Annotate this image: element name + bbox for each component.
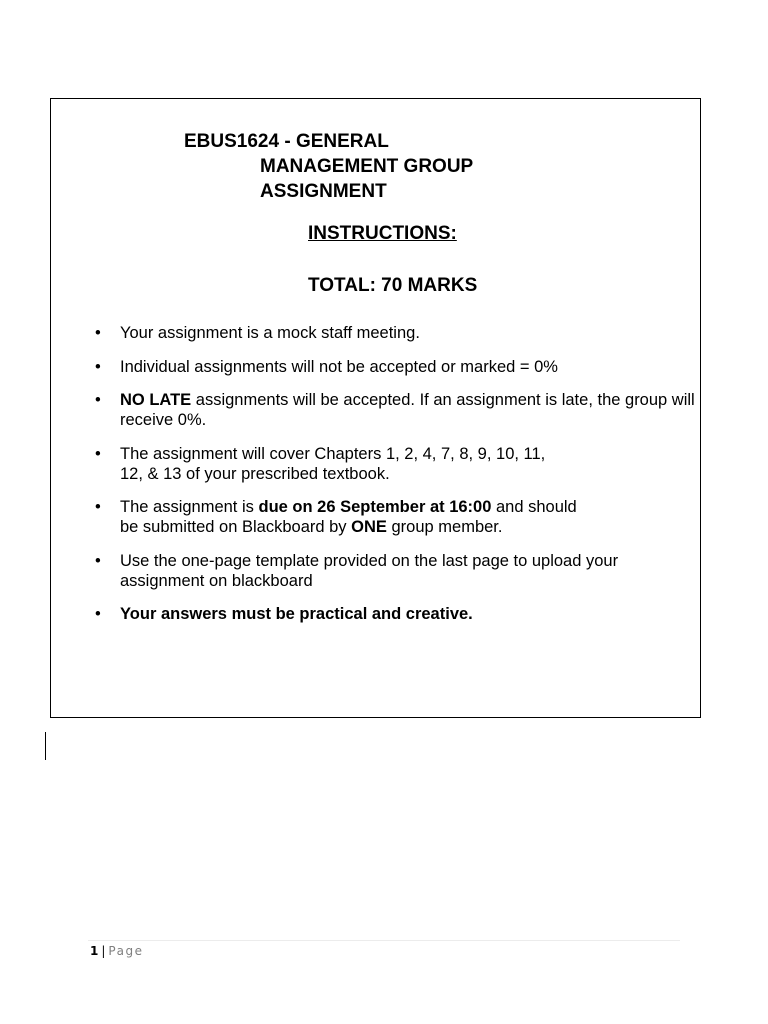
list-item xyxy=(95,551,695,591)
instruction-list xyxy=(95,323,695,638)
list-item xyxy=(95,604,695,624)
footer-divider xyxy=(88,940,680,941)
list-item-bold: due on 26 September at 16:00 xyxy=(258,498,492,516)
list-item-text: Use the one-page template provided on the last page to upload your assignment on blackboard xyxy=(120,551,619,590)
list-item-text: The assignment will cover Chapters 1, 2, 4, 7, 8, 9, 10, 11, xyxy=(120,444,546,463)
list-item-text: Individual assignments will not be accepted or marked = 0% xyxy=(120,357,558,376)
list-item xyxy=(95,357,695,377)
total-marks: TOTAL: 70 MARKS xyxy=(308,275,478,296)
page-label: Page xyxy=(108,944,144,958)
page-number: 1 xyxy=(90,944,99,958)
list-item xyxy=(95,323,695,343)
bullet-icon: • xyxy=(95,551,101,570)
bullet-icon: • xyxy=(95,605,101,623)
course-title-line1: EBUS1624 - GENERAL xyxy=(184,131,389,152)
list-item-bold: ONE xyxy=(351,518,387,536)
instructions-box xyxy=(50,98,701,718)
bullet-icon: • xyxy=(95,498,101,516)
bullet-icon: • xyxy=(95,444,101,463)
bullet-icon: • xyxy=(95,324,101,342)
list-item-text: group member. xyxy=(386,518,503,536)
list-item-text: Your assignment is a mock staff meeting. xyxy=(120,324,420,342)
course-title-line3: ASSIGNMENT xyxy=(260,181,387,202)
list-item-text: and should xyxy=(491,498,577,516)
instructions-heading: INSTRUCTIONS: xyxy=(308,223,457,244)
page-footer xyxy=(90,944,143,958)
list-item-text: be submitted on Blackboard by xyxy=(120,518,352,536)
list-item xyxy=(95,444,695,484)
list-item-text: 12, & 13 of your prescribed textbook. xyxy=(120,464,390,483)
course-title-line2: MANAGEMENT GROUP xyxy=(260,156,474,177)
list-item-bold: NO LATE xyxy=(120,391,192,409)
bullet-icon: • xyxy=(95,357,101,376)
list-item xyxy=(95,390,695,430)
list-item-text: assignments will be accepted. If an assignment is late, the group will receive 0%. xyxy=(120,391,695,429)
list-item xyxy=(95,497,695,537)
list-item-text: The assignment is xyxy=(120,498,259,516)
list-item-bold: Your answers must be practical and creative. xyxy=(120,605,473,623)
bullet-icon: • xyxy=(95,391,101,409)
text-cursor xyxy=(45,732,46,760)
footer-separator: | xyxy=(101,944,106,958)
